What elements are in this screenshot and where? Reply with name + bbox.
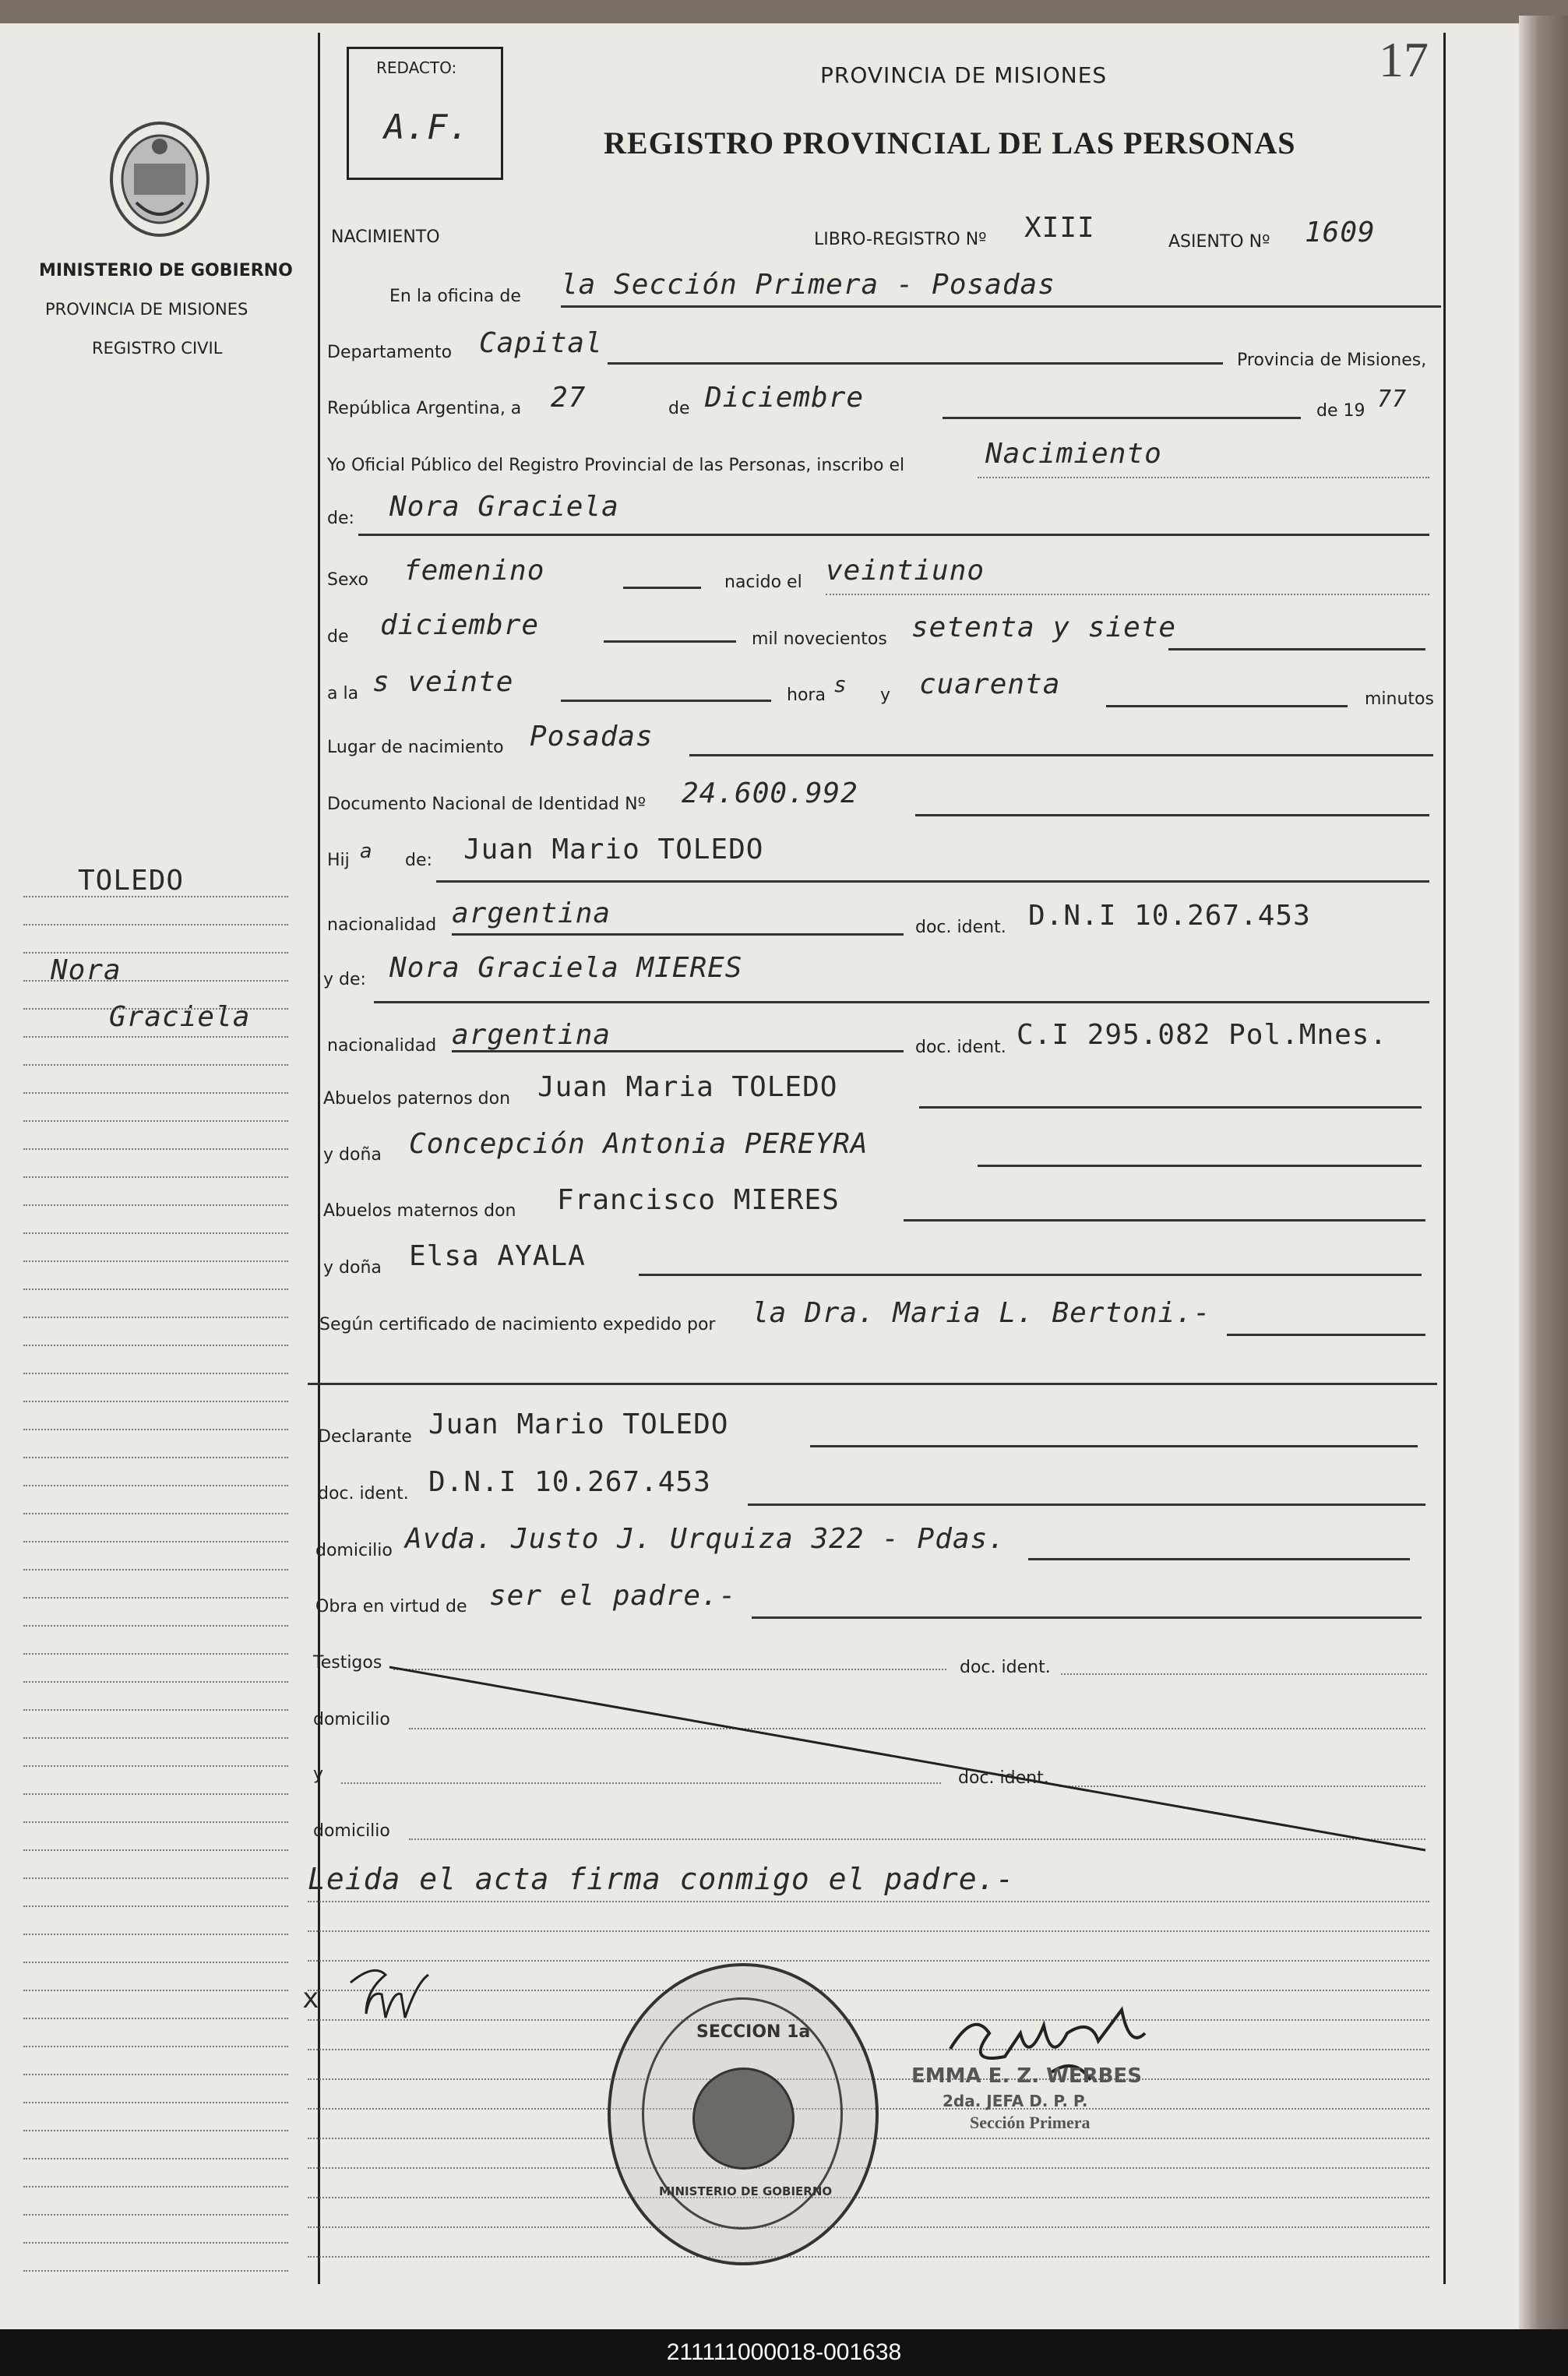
de2-label: de: [327, 627, 349, 647]
closing-ruled-line: [308, 2049, 1429, 2050]
hijo-label: Hij: [327, 851, 350, 870]
anio-value: 77: [1377, 386, 1408, 413]
stamp-bottom-text: MINISTERIO DE GOBIERNO: [659, 2184, 833, 2198]
province-label: PROVINCIA DE MISIONES: [45, 300, 248, 319]
dni-label: Documento Nacional de Identidad Nº: [327, 795, 646, 814]
official-title: 2da. JEFA D. P. P.: [943, 2092, 1088, 2110]
certificado-label: Según certificado de nacimiento expedido por: [319, 1315, 716, 1334]
asiento-value: 1609: [1305, 217, 1376, 249]
closing-ruled-line: [308, 2226, 1429, 2228]
closing-ruled-line: [308, 1930, 1429, 1932]
abuela-mat-value: Elsa AYALA: [409, 1240, 586, 1272]
official-name: EMMA E. Z. WERBES: [911, 2064, 1142, 2088]
oficina-value: la Sección Primera - Posadas: [561, 269, 1055, 301]
official-section: Sección Primera: [970, 2113, 1091, 2132]
nac-padre-value: argentina: [452, 897, 611, 929]
doc-padre-value: D.N.I 10.267.453: [1028, 900, 1311, 932]
closing-statement: Leida el acta firma conmigo el padre.-: [308, 1862, 1015, 1896]
nac-padre-label: nacionalidad: [327, 915, 437, 935]
hijo-suffix: a: [360, 840, 373, 863]
page-number: 17: [1379, 32, 1429, 87]
nombre-value: Nora Graciela: [389, 491, 619, 523]
sexo-value: femenino: [403, 555, 545, 587]
testigos-y-label: y: [313, 1764, 324, 1784]
declarante-label: Declarante: [318, 1427, 412, 1447]
asiento-label: ASIENTO Nº: [1168, 232, 1270, 252]
libro-value: XIII: [1024, 212, 1095, 244]
testigos-doc-label: doc. ident.: [960, 1658, 1051, 1677]
abuelos-mat-label: Abuelos maternos don: [323, 1201, 516, 1221]
declarante-value: Juan Mario TOLEDO: [428, 1408, 729, 1440]
nacido-label: nacido el: [724, 573, 802, 592]
inscribo-value: Nacimiento: [985, 438, 1162, 470]
header-title: REGISTRO PROVINCIAL DE LAS PERSONAS: [604, 125, 1296, 160]
doc-madre-value: C.I 295.082 Pol.Mnes.: [1017, 1019, 1388, 1051]
y-label: y: [880, 686, 891, 705]
abuelo-pat-value: Juan Maria TOLEDO: [537, 1071, 838, 1103]
redacto-label: REDACTO:: [376, 58, 457, 77]
dni-value: 24.600.992: [682, 777, 858, 809]
signature-mark-x: x: [302, 1983, 320, 2015]
abuelo-mat-value: Francisco MIERES: [557, 1184, 840, 1216]
abuela-pat-value: Concepción Antonia PEREYRA: [409, 1128, 869, 1160]
nac-madre-value: argentina: [452, 1019, 611, 1051]
hora-label: hora: [787, 686, 826, 705]
act-type: NACIMIENTO: [331, 227, 440, 247]
margin-name-2: Graciela: [109, 1001, 251, 1033]
anio-label: de 19: [1316, 401, 1365, 421]
dia-value: 27: [551, 382, 587, 414]
document-id-footer: 211111000018-001638: [0, 2329, 1568, 2376]
domicilio-value: Avda. Justo J. Urquiza 322 - Pdas.: [405, 1523, 1006, 1555]
de-padre-label: de:: [405, 851, 432, 870]
header-province: PROVINCIA DE MISIONES: [820, 62, 1108, 88]
doc-decl-value: D.N.I 10.267.453: [428, 1466, 711, 1498]
departamento-value: Capital: [479, 327, 603, 359]
yo-label: Yo Oficial Público del Registro Provincial de las Personas, inscribo el: [327, 456, 905, 475]
testigos-domicilio-label: domicilio: [313, 1710, 390, 1729]
lugar-label: Lugar de nacimiento: [327, 738, 504, 757]
closing-ruled-line: [308, 2197, 1429, 2198]
horas-value: s veinte: [372, 666, 514, 698]
closing-ruled-line: [308, 1990, 1429, 1991]
closing-ruled-line: [308, 1960, 1429, 1962]
obra-label: Obra en virtud de: [315, 1597, 467, 1616]
padre-value: Juan Mario TOLEDO: [463, 834, 764, 865]
closing-ruled-line: [308, 1901, 1429, 1902]
lugar-value: Posadas: [530, 721, 654, 753]
ydona-pat-label: y doña: [323, 1145, 382, 1165]
mil-label: mil novecientos: [752, 629, 887, 649]
testigos-label: Testigos: [313, 1653, 382, 1673]
domicilio-label: domicilio: [315, 1541, 393, 1560]
closing-ruled-line: [308, 2019, 1429, 2021]
testigos-domicilio2-label: domicilio: [313, 1821, 390, 1841]
de-nombre-label: de:: [327, 509, 354, 528]
provincia-suffix: Provincia de Misiones,: [1237, 351, 1427, 370]
obra-value: ser el padre.-: [489, 1580, 737, 1612]
minutos-label: minutos: [1365, 689, 1434, 709]
anio-nac-value: setenta y siete: [911, 612, 1177, 643]
libro-label: LIBRO-REGISTRO Nº: [814, 230, 987, 249]
ministry-label: MINISTERIO DE GOBIERNO: [39, 261, 293, 280]
stamp-inner-text: SECCION 1a: [696, 2022, 811, 2042]
sexo-label: Sexo: [327, 570, 368, 590]
hora-suffix: s: [833, 672, 847, 697]
republica-label: República Argentina, a: [327, 399, 522, 418]
abuelos-pat-label: Abuelos paternos don: [323, 1089, 511, 1109]
doc-decl-label: doc. ident.: [318, 1484, 409, 1504]
nacido-value: veintiuno: [826, 555, 985, 587]
departamento-label: Departamento: [327, 343, 453, 362]
doc-madre-label: doc. ident.: [915, 1038, 1006, 1057]
oficina-label: En la oficina de: [389, 287, 521, 306]
redacto-value: A.F.: [384, 108, 470, 147]
yde-label: y de:: [323, 970, 366, 989]
de-label: de: [668, 399, 690, 418]
certificado-value: la Dra. Maria L. Bertoni.-: [752, 1297, 1211, 1329]
ala-label: a la: [327, 684, 359, 703]
declarant-signature: [343, 1959, 436, 2029]
closing-ruled-line: [308, 2256, 1429, 2258]
doc-padre-label: doc. ident.: [915, 918, 1006, 937]
mes-value: Diciembre: [705, 382, 865, 414]
madre-value: Nora Graciela MIERES: [389, 952, 743, 984]
mes-nac-value: diciembre: [380, 609, 540, 641]
nac-madre-label: nacionalidad: [327, 1036, 437, 1056]
official-stamp: [608, 1963, 879, 2265]
testigos-doc2-label: doc. ident.: [958, 1768, 1049, 1788]
stamp-emblem-icon: [692, 2068, 795, 2170]
registry-label: REGISTRO CIVIL: [92, 339, 223, 358]
margin-name-1: Nora: [51, 954, 122, 986]
ydona-mat-label: y doña: [323, 1258, 382, 1278]
minutos-value: cuarenta: [919, 668, 1061, 700]
margin-surname: TOLEDO: [78, 865, 185, 897]
